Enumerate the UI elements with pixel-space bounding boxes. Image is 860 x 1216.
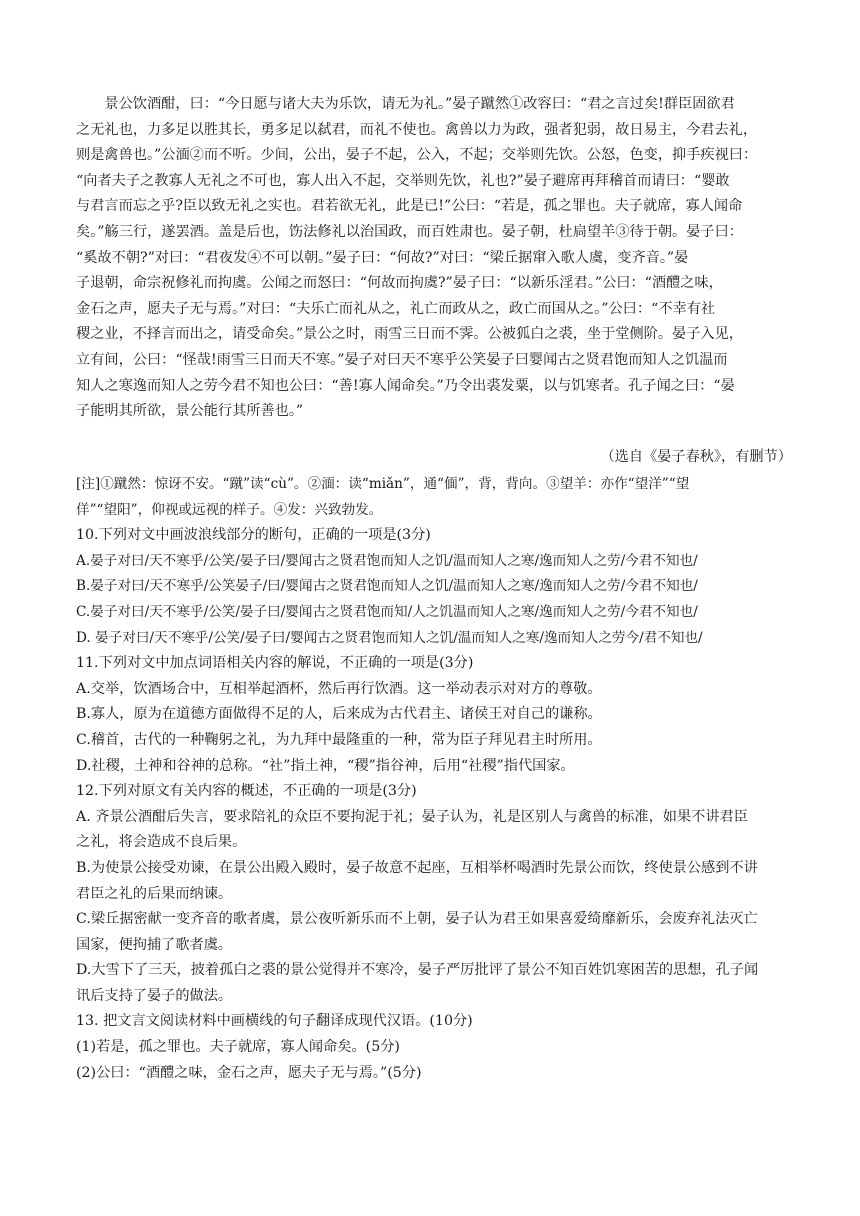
question-stem-10: 10.下列对文中画波浪线部分的断句，正确的一项是(3分) xyxy=(76,527,431,544)
passage-line: 则是禽兽也。”公湎②而不听。少间，公出，晏子不起，公入，不起；交举则先饮。公怒，色变，抑手疾视曰： xyxy=(76,147,758,164)
translation-item: (2)公曰：“酒醴之味，金石之声，愿夫子无与焉。”(5分) xyxy=(76,1064,422,1081)
note-line: 佯”“望阳”，仰视或远视的样子。④发：兴致勃发。 xyxy=(76,501,383,518)
passage-line: 与君言而忘之乎?臣以致无礼之实也。君若欲无礼，此是已!”公曰：“若是，孤之罪也。夫子就席，寡人闻命 xyxy=(76,198,743,215)
option-line: D.社稷，土神和谷神的总称。“社”指土神，“稷”指谷神，后用“社稷”指代国家。 xyxy=(76,757,575,774)
option-line: A.交举，饮酒场合中，互相举起酒杯，然后再行饮酒。这一举动表示对对方的尊敬。 xyxy=(76,680,602,697)
option-line: C.晏子对曰/天不寒乎/公笑/晏子曰/婴闻古之贤君饱而知/人之饥温而知人之寒/逸而知人之劳/今君不知也/ xyxy=(76,603,698,620)
passage-line: 之无礼也，力多足以胜其长，勇多足以弑君，而礼不使也。禽兽以力为政，强者犯弱，故日易主，今君去礼， xyxy=(76,121,758,138)
option-line: B.为使景公接受劝谏，在景公出殿入殿时，晏子故意不起座，互相举杯喝酒时先景公而饮，终使景公感到不讲 xyxy=(76,859,758,876)
passage-line: 金石之声，愿夫子无与焉。”对曰：“夫乐亡而礼从之，礼亡而政从之，政亡而国从之。”公曰：“不幸有社 xyxy=(76,300,716,317)
option-line: 国家，便拘捕了歌者虞。 xyxy=(76,936,233,953)
translation-item: (1)若是，孤之罪也。夫子就席，寡人闻命矣。(5分) xyxy=(76,1039,400,1056)
note-line: [注]①蹴然：惊讶不安。“蹴”读“cù”。②湎：读“miǎn”，通“偭”，背，背向。③望羊：亦作“望洋”“望 xyxy=(76,476,690,492)
option-line: 讯后支持了晏子的做法。 xyxy=(76,987,233,1004)
classical-passage xyxy=(76,92,792,425)
passage-line: 子退朝，命宗祝修礼而拘虞。公闻之而怒曰：“何故而拘虞?”晏子曰：“以新乐淫君。”公曰：“酒醴之味， xyxy=(76,275,723,292)
option-line: B.寡人，原为在道德方面做得不足的人，后来成为古代君主、诸侯王对自己的谦称。 xyxy=(76,706,602,723)
option-line: C.稽首，古代的一种鞠躬之礼，为九拜中最隆重的一种，常为臣子拜见君主时所用。 xyxy=(76,731,602,748)
option-line: 之礼，将会造成不良后果。 xyxy=(76,834,247,851)
option-line: C.梁丘据密献一变齐音的歌者虞，景公夜听新乐而不上朝，晏子认为君王如果喜爱绮靡新乐，会废弃礼法灭亡 xyxy=(76,911,758,928)
option-line: D. 晏子对曰/天不寒乎/公笑/晏子曰/婴闻古之贤君饱而知人之饥/温而知人之寒/逸而知人之劳今/君不知也/ xyxy=(76,629,703,646)
question-stem-12: 12.下列对原文有关内容的概述，不正确的一项是(3分) xyxy=(76,783,417,800)
passage-line: 知人之寒逸而知人之劳今君不知也公曰：“善!寡人闻命矣。”乃令出裘发粟，以与饥寒者。孔子闻之曰：“晏 xyxy=(76,377,735,394)
option-line: B.晏子对曰/天不寒乎/公笑晏子/曰/婴闻古之贤君饱而知人之饥/温而知人之寒/逸而知人之劳/今君不知也/ xyxy=(76,578,698,595)
passage-line: 景公饮酒酣，曰：“今日愿与诸大夫为乐饮，请无为礼。”晏子蹴然①改容曰：“君之言过矣!群臣固欲君 xyxy=(76,96,735,112)
questions-section xyxy=(76,472,792,1086)
passage-line: 稷之业，不择言而出之，请受命矣。”景公之时，雨雪三日而不霁。公被狐白之裘，坐于堂侧阶。晏子入见， xyxy=(76,326,743,343)
question-stem-13: 13. 把文言文阅读材料中画横线的句子翻译成现代汉语。(10分) xyxy=(76,1013,473,1030)
passage-line: 矣。”觞三行，遂罢酒。盖是后也，饬法修礼以治国政，而百姓肃也。晏子朝，杜扃望羊③待于朝。晏子曰： xyxy=(76,223,743,240)
option-line: D.大雪下了三天，披着孤白之裘的景公觉得并不寒冷，晏子严厉批评了景公不知百姓饥寒困苦的思想，孔子闻 xyxy=(76,962,759,979)
option-line: A.晏子对曰/天不寒乎/公笑/晏子曰/婴闻古之贤君饱而知人之饥/温而知人之寒/逸而知人之劳/今君不知也/ xyxy=(76,552,698,569)
passage-source: （选自《晏子春秋》，有删节） xyxy=(600,449,792,465)
passage-line: “奚故不朝?”对曰：“君夜发④不可以朝。”晏子曰：“何故?”对曰：“梁丘据窜入歌人虞，变齐音。”晏 xyxy=(76,249,689,266)
passage-line: 子能明其所欲，景公能行其所善也。” xyxy=(76,403,304,420)
question-stem-11: 11.下列对文中加点词语相关内容的解说，不正确的一项是(3分) xyxy=(76,655,474,672)
passage-line: “向者夫子之教寡人无礼之不可也，寡人出入不起，交举则先饮，礼也?”晏子避席再拜稽首而请曰：“婴敢 xyxy=(76,172,730,189)
passage-line: 立有间，公曰：“怪哉!雨雪三日而天不寒。”晏子对曰天不寒乎公笑晏子曰婴闻古之贤君饱而知人之饥温而 xyxy=(76,351,728,368)
option-line: A. 齐景公酒酣后失言，要求陪礼的众臣不要拘泥于礼；晏子认为，礼是区别人与禽兽的标准，如果不讲君臣 xyxy=(76,808,748,825)
option-line: 君臣之礼的后果而纳谏。 xyxy=(76,885,233,902)
